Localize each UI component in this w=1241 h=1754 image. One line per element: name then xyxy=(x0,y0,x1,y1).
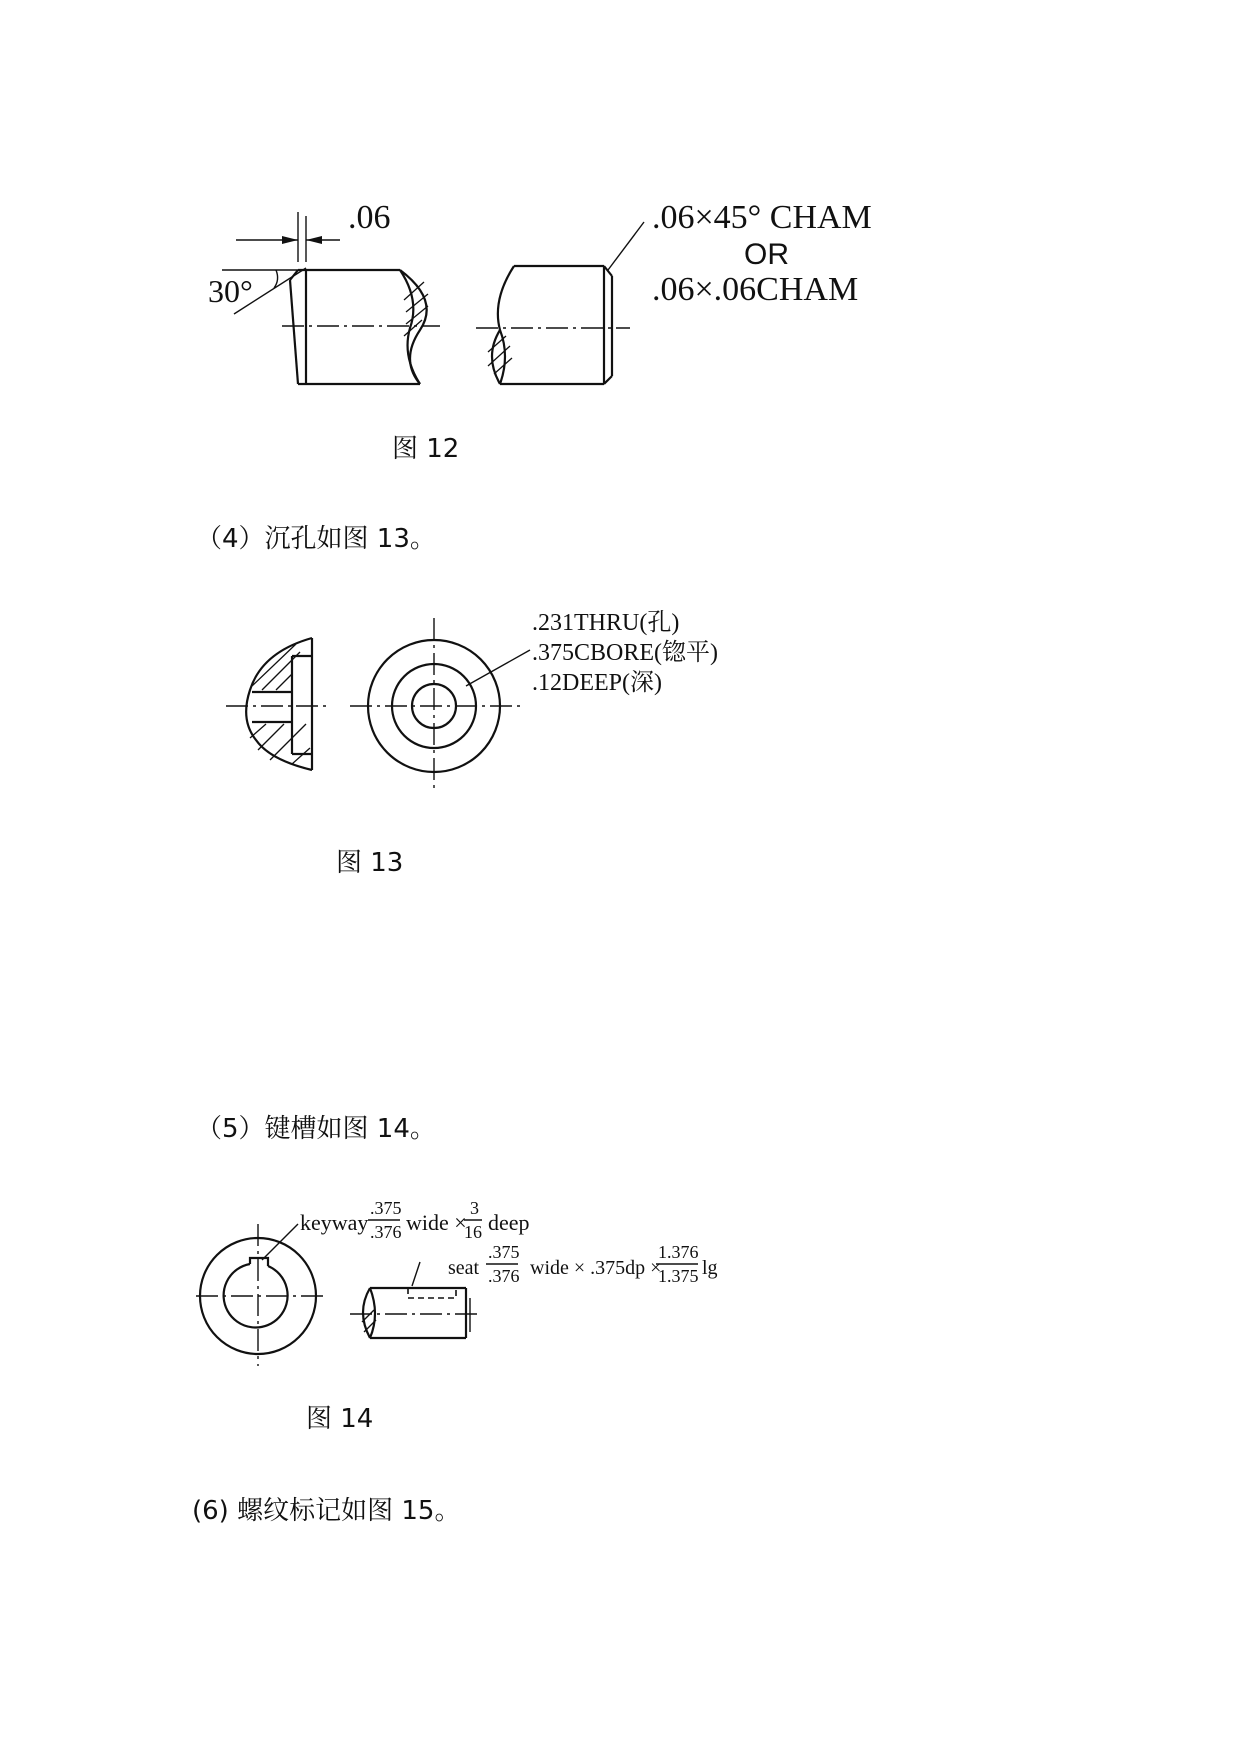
angle-30-label: 30° xyxy=(208,273,253,309)
keyway-deep-text: deep xyxy=(488,1210,530,1235)
paragraph-counterbore: （4）沉孔如图 13。 xyxy=(196,524,436,554)
chamfer-note-line1: .06×45° CHAM xyxy=(652,199,872,236)
keyway-depth-denominator: 16 xyxy=(464,1222,482,1242)
chamfer-leader xyxy=(608,222,644,270)
seat-lg-text: lg xyxy=(702,1257,718,1279)
seat-length-denominator: 1.375 xyxy=(658,1266,699,1286)
figure-12-drawing xyxy=(0,0,1241,420)
figure-13-caption: 图 13 xyxy=(336,848,404,878)
keyseat-leader xyxy=(412,1262,420,1286)
seat-length-numerator: 1.376 xyxy=(658,1242,699,1262)
figure-13-drawing xyxy=(0,590,1241,850)
keyseat-shaft-view xyxy=(362,1288,466,1338)
keyway-depth-numerator: 3 xyxy=(470,1198,479,1218)
counterbore-note-line3: .12DEEP(深) xyxy=(532,670,662,696)
keyway-wide-text: wide × xyxy=(406,1210,467,1235)
paragraph-keyway: （5）键槽如图 14。 xyxy=(196,1114,436,1144)
counterbore-note-line1: .231THRU(孔) xyxy=(532,610,680,636)
figure-14-caption: 图 14 xyxy=(306,1404,374,1434)
counterbore-note-line2: .375CBORE(锪平) xyxy=(532,640,718,666)
seat-wide-text: wide × .375dp × xyxy=(530,1257,662,1279)
chamfer-note-line2: OR xyxy=(744,238,789,271)
chamfer-dimension xyxy=(236,212,340,262)
seat-width-numerator: .375 xyxy=(488,1242,520,1262)
break-hatch-left xyxy=(404,282,428,336)
keyway-label: keyway xyxy=(300,1210,369,1235)
chamfered-shaft-end xyxy=(290,270,427,384)
keyway-width-numerator: .375 xyxy=(370,1198,402,1218)
figure-12-caption: 图 12 xyxy=(392,434,460,464)
seat-label: seat xyxy=(448,1257,480,1279)
dimension-06-label: .06 xyxy=(348,199,391,236)
chamfered-shaft-right xyxy=(492,266,612,384)
counterbore-section-view xyxy=(246,638,312,770)
seat-width-denominator: .376 xyxy=(488,1266,520,1286)
chamfer-note-line3: .06×.06CHAM xyxy=(652,271,859,308)
keyway-leader xyxy=(262,1224,298,1260)
paragraph-thread-marking: (6) 螺纹标记如图 15。 xyxy=(192,1496,461,1526)
figure-14-drawing xyxy=(0,1190,1241,1390)
keyway-width-denominator: .376 xyxy=(370,1222,402,1242)
